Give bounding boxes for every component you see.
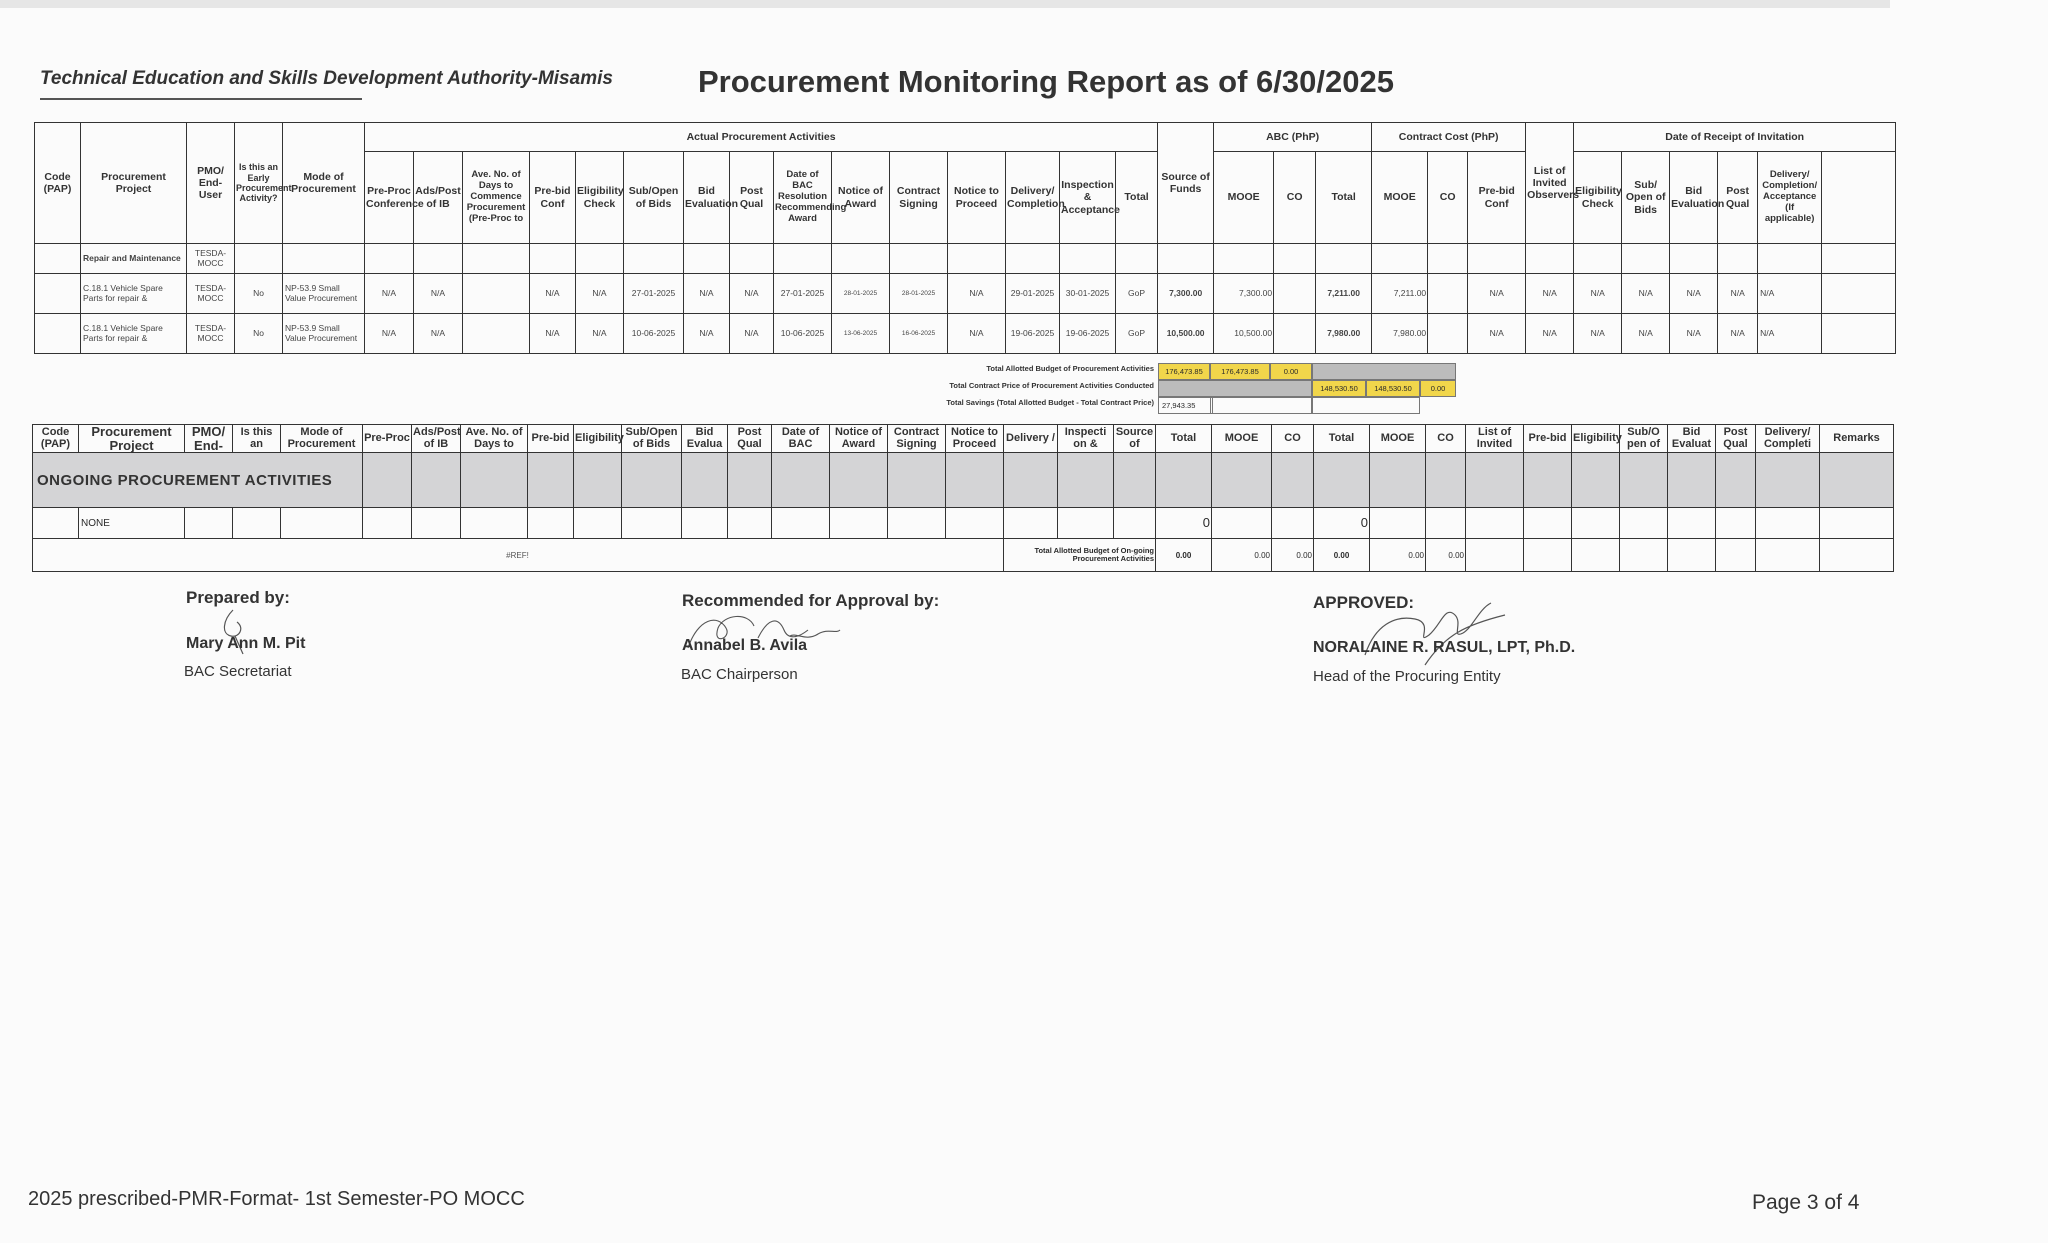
cell-prebid: N/A: [530, 274, 576, 314]
col-delivery: Delivery/ Completion: [1006, 152, 1060, 244]
ongoing-cc-total: 0.00: [1314, 539, 1370, 572]
col-noa: Notice of Award: [832, 152, 890, 244]
cell-r-subopen: N/A: [1622, 274, 1670, 314]
savings-total: 27,943.35: [1158, 397, 1213, 414]
cell-ads: N/A: [414, 314, 463, 354]
col-avedays: Ave. No. of Days to: [461, 425, 528, 453]
ongoing-abc-mooe: 0.00: [1212, 539, 1272, 572]
col-avedays: Ave. No. of Days to Commence Procurement (Pre-Proc to: [463, 152, 530, 244]
cell-bacres: 10-06-2025: [774, 314, 832, 354]
ref-error-cell: [33, 539, 1004, 572]
cell-r-postqual: N/A: [1718, 314, 1758, 354]
cell-elig: N/A: [576, 314, 624, 354]
page-number: Page 3 of 4: [1752, 1191, 1860, 1214]
category-pmo: TESDA-MOCC: [187, 244, 235, 274]
cell-abc-co: [1274, 274, 1316, 314]
cell-pmo: TESDA-MOCC: [187, 314, 235, 354]
col-elig: Eligibility: [574, 425, 622, 453]
col-delivery: Delivery /: [1004, 425, 1058, 453]
col-early: Is this an Early Procurement Activity?: [235, 123, 283, 244]
approved-label: APPROVED:: [1313, 593, 1415, 612]
contract-total-label: Total Contract Price of Procurement Activities Conducted: [949, 381, 1154, 390]
col-prebid: Pre-bid Conf: [530, 152, 576, 244]
col-r-delivery: Delivery/ Completion/ Acceptance (If applicable): [1758, 152, 1822, 244]
cell-project: C.18.1 Vehicle Spare Parts for repair &: [81, 314, 187, 354]
col-cc-co: CO: [1426, 425, 1466, 453]
col-cc-mooe: MOOE: [1370, 425, 1426, 453]
col-mode: Mode of Procurement: [281, 425, 363, 453]
col-abc-mooe: MOOE: [1214, 152, 1274, 244]
cell-source: GoP: [1116, 274, 1158, 314]
contract-total: 148,530.50: [1312, 380, 1366, 397]
col-ads: Ads/Post of IB: [414, 152, 463, 244]
col-ntp: Notice to Proceed: [946, 425, 1004, 453]
col-r-elig: Eligibility: [1572, 425, 1620, 453]
savings-filler-2: [1312, 397, 1420, 414]
col-r-postqual: Post Qual: [1718, 152, 1758, 244]
col-preproc: Pre-Proc Conference: [365, 152, 414, 244]
col-r-postqual: Post Qual: [1716, 425, 1756, 453]
cell-bacres: 27-01-2025: [774, 274, 832, 314]
ongoing-cc-mooe: 0.00: [1370, 539, 1426, 572]
allotted-total: 176,473.85: [1158, 363, 1210, 380]
cell-r-elig: N/A: [1574, 274, 1622, 314]
cell-elig: N/A: [576, 274, 624, 314]
col-abc-co: CO: [1272, 425, 1314, 453]
recommended-role: BAC Chairperson: [681, 666, 798, 683]
completed-procurement-table: [34, 122, 1896, 354]
cell-cc-total: 7,211.00: [1316, 274, 1372, 314]
cell-early: No: [235, 274, 283, 314]
allotted-mooe: 176,473.85: [1210, 363, 1270, 380]
col-mode: Mode of Procurement: [283, 123, 365, 244]
col-r-delivery: Delivery/ Completi: [1756, 425, 1820, 453]
col-project: Procurement Project: [81, 123, 187, 244]
cell-preproc: N/A: [365, 274, 414, 314]
allotted-co: 0.00: [1270, 363, 1312, 380]
none-label: NONE: [79, 508, 185, 539]
cell-project: C.18.1 Vehicle Spare Parts for repair &: [81, 274, 187, 314]
col-noa: Notice of Award: [830, 425, 888, 453]
cell-r-delivery: N/A: [1758, 274, 1822, 314]
cell-inspect: 19-06-2025: [1060, 314, 1116, 354]
ongoing-section-label: ONGOING PROCUREMENT ACTIVITIES: [33, 453, 363, 508]
col-code: Code (PAP): [33, 425, 79, 453]
agency-name: Technical Education and Skills Development Authority-Misamis: [40, 68, 613, 89]
col-r-prebid: Pre-bid Conf: [1468, 152, 1526, 244]
cell-signing: 16-06-2025: [890, 314, 948, 354]
cell-signing: 28-01-2025: [890, 274, 948, 314]
ongoing-abc-co: 0.00: [1272, 539, 1314, 572]
table-row: [35, 314, 1896, 354]
prepared-role: BAC Secretariat: [184, 663, 292, 680]
cell-abc-mooe: 7,300.00: [1214, 274, 1274, 314]
agency-underline: [40, 98, 362, 100]
col-bideval: Bid Evalua: [682, 425, 728, 453]
table-row: [35, 274, 1896, 314]
cell-preproc: N/A: [365, 314, 414, 354]
ongoing-total-row: [33, 539, 1894, 572]
cell-r-subopen: N/A: [1622, 314, 1670, 354]
cell-prebid: N/A: [530, 314, 576, 354]
col-abc-total: Total: [1116, 152, 1158, 244]
col-cc-total: Total: [1314, 425, 1370, 453]
cell-r-bideval: N/A: [1670, 314, 1718, 354]
prepared-name: Mary Ann M. Pit: [186, 635, 306, 652]
category-row: [35, 244, 1896, 274]
cell-r-bideval: N/A: [1670, 274, 1718, 314]
recommended-label: Recommended for Approval by:: [682, 591, 940, 610]
ongoing-abc-total: 0.00: [1156, 539, 1212, 572]
col-abc-co: CO: [1274, 152, 1316, 244]
col-bacres: Date of BAC Resolution Recommending Award: [774, 152, 832, 244]
col-subopen: Sub/Open of Bids: [622, 425, 682, 453]
col-signing: Contract Signing: [890, 152, 948, 244]
cell-inspect: 30-01-2025: [1060, 274, 1116, 314]
col-inspect: Inspection & Acceptance: [1060, 152, 1116, 244]
group-contract: Contract Cost (PhP): [1372, 123, 1526, 152]
col-r-bideval: Bid Evaluation: [1670, 152, 1718, 244]
cell-r-elig: N/A: [1574, 314, 1622, 354]
cell-noa: 13-06-2025: [832, 314, 890, 354]
cell-ads: N/A: [414, 274, 463, 314]
cell-r-prebid: N/A: [1526, 274, 1574, 314]
col-ads: Ads/Post of IB: [412, 425, 461, 453]
col-prebid: Pre-bid: [528, 425, 574, 453]
ongoing-total-label: Total Allotted Budget of On-going Procurement Activities: [1004, 539, 1156, 572]
col-r-prebid: Pre-bid: [1524, 425, 1572, 453]
col-postqual: Post Qual: [730, 152, 774, 244]
approved-role: Head of the Procuring Entity: [1313, 668, 1501, 685]
col-code: Code (PAP): [35, 123, 81, 244]
cell-postqual: N/A: [730, 274, 774, 314]
cell-subopen: 10-06-2025: [624, 314, 684, 354]
col-project: Procurement Project: [79, 425, 185, 453]
none-abc-total: 0: [1156, 508, 1212, 539]
col-abc-total: Total: [1156, 425, 1212, 453]
col-inspect: Inspecti on &: [1058, 425, 1114, 453]
cell-remarks: [1822, 274, 1896, 314]
cell-bideval: N/A: [684, 314, 730, 354]
allotted-total-label: Total Allotted Budget of Procurement Activities: [986, 364, 1154, 373]
ongoing-procurement-table: [32, 424, 1894, 572]
allotted-filler: [1312, 363, 1456, 380]
col-bideval: Bid Evaluation: [684, 152, 730, 244]
contract-filler: [1158, 380, 1312, 397]
ref-error: #REF!: [506, 550, 529, 560]
col-r-subopen: Sub/O pen of: [1620, 425, 1668, 453]
col-subopen: Sub/Open of Bids: [624, 152, 684, 244]
ongoing-cc-co: 0.00: [1426, 539, 1466, 572]
col-postqual: Post Qual: [728, 425, 772, 453]
cell-remarks: [1822, 314, 1896, 354]
cell-cc-total: 7,980.00: [1316, 314, 1372, 354]
ongoing-header-row: [33, 425, 1894, 453]
group-actual: Actual Procurement Activities: [365, 123, 1158, 152]
col-observers: List of Invited: [1466, 425, 1524, 453]
cell-subopen: 27-01-2025: [624, 274, 684, 314]
col-remarks: Remarks: [1820, 425, 1894, 453]
cell-noa: 28-01-2025: [832, 274, 890, 314]
col-observers: List of Invited Observers: [1526, 123, 1574, 244]
report-title: Procurement Monitoring Report as of 6/30/2025: [698, 64, 1394, 99]
col-abc-mooe: MOOE: [1212, 425, 1272, 453]
cell-cc-mooe: 7,980.00: [1372, 314, 1428, 354]
cell-r-postqual: N/A: [1718, 274, 1758, 314]
cell-delivery: 29-01-2025: [1006, 274, 1060, 314]
prepared-label: Prepared by:: [186, 588, 290, 607]
col-early: Is this an: [233, 425, 281, 453]
cell-observers: N/A: [1468, 274, 1526, 314]
cell-mode: NP-53.9 Small Value Procurement: [283, 274, 365, 314]
cell-ntp: N/A: [948, 274, 1006, 314]
col-source: Source of: [1114, 425, 1156, 453]
col-pmo: PMO/ End-: [185, 425, 233, 453]
contract-mooe: 148,530.50: [1366, 380, 1420, 397]
approved-signature: [1355, 595, 1515, 675]
cell-mode: NP-53.9 Small Value Procurement: [283, 314, 365, 354]
col-r-elig: Eligibility Check: [1574, 152, 1622, 244]
cell-cc-co: [1428, 274, 1468, 314]
cell-r-delivery: N/A: [1758, 314, 1822, 354]
none-cc-total: 0: [1314, 508, 1370, 539]
footer-format: 2025 prescribed-PMR-Format- 1st Semester-PO MOCC: [28, 1188, 525, 1210]
col-elig: Eligibility Check: [576, 152, 624, 244]
contract-co: 0.00: [1420, 380, 1456, 397]
cell-abc-total: 10,500.00: [1158, 314, 1214, 354]
ongoing-none-row: [33, 508, 1894, 539]
savings-label: Total Savings (Total Allotted Budget - Total Contract Price): [946, 398, 1154, 407]
col-pmo: PMO/ End-User: [187, 123, 235, 244]
cell-abc-co: [1274, 314, 1316, 354]
col-ntp: Notice to Proceed: [948, 152, 1006, 244]
col-cc-co: CO: [1428, 152, 1468, 244]
col-cc-total: Total: [1316, 152, 1372, 244]
col-cc-mooe: MOOE: [1372, 152, 1428, 244]
col-signing: Contract Signing: [888, 425, 946, 453]
cell-abc-total: 7,300.00: [1158, 274, 1214, 314]
cell-r-prebid: N/A: [1526, 314, 1574, 354]
col-r-bideval: Bid Evaluat: [1668, 425, 1716, 453]
cell-cc-co: [1428, 314, 1468, 354]
group-abc: ABC (PhP): [1214, 123, 1372, 152]
approved-name: NORALAINE R. RASUL, LPT, Ph.D.: [1313, 639, 1576, 656]
cell-pmo: TESDA-MOCC: [187, 274, 235, 314]
category-label: Repair and Maintenance: [81, 244, 187, 274]
group-receipt: Date of Receipt of Invitation: [1574, 123, 1896, 152]
col-r-subopen: Sub/ Open of Bids: [1622, 152, 1670, 244]
cell-avedays: [463, 314, 530, 354]
cell-postqual: N/A: [730, 314, 774, 354]
cell-cc-mooe: 7,211.00: [1372, 274, 1428, 314]
col-preproc: Pre-Proc: [363, 425, 412, 453]
cell-ntp: N/A: [948, 314, 1006, 354]
ongoing-section-row: [33, 453, 1894, 508]
cell-source: GoP: [1116, 314, 1158, 354]
savings-filler: [1210, 397, 1312, 414]
col-bacres: Date of BAC: [772, 425, 830, 453]
scan-edge: [0, 0, 1890, 8]
cell-bideval: N/A: [684, 274, 730, 314]
cell-abc-mooe: 10,500.00: [1214, 314, 1274, 354]
cell-delivery: 19-06-2025: [1006, 314, 1060, 354]
cell-avedays: [463, 274, 530, 314]
cell-early: No: [235, 314, 283, 354]
cell-observers: N/A: [1468, 314, 1526, 354]
recommended-name: Annabel B. Avila: [682, 637, 808, 654]
col-source: Source of Funds: [1158, 123, 1214, 244]
